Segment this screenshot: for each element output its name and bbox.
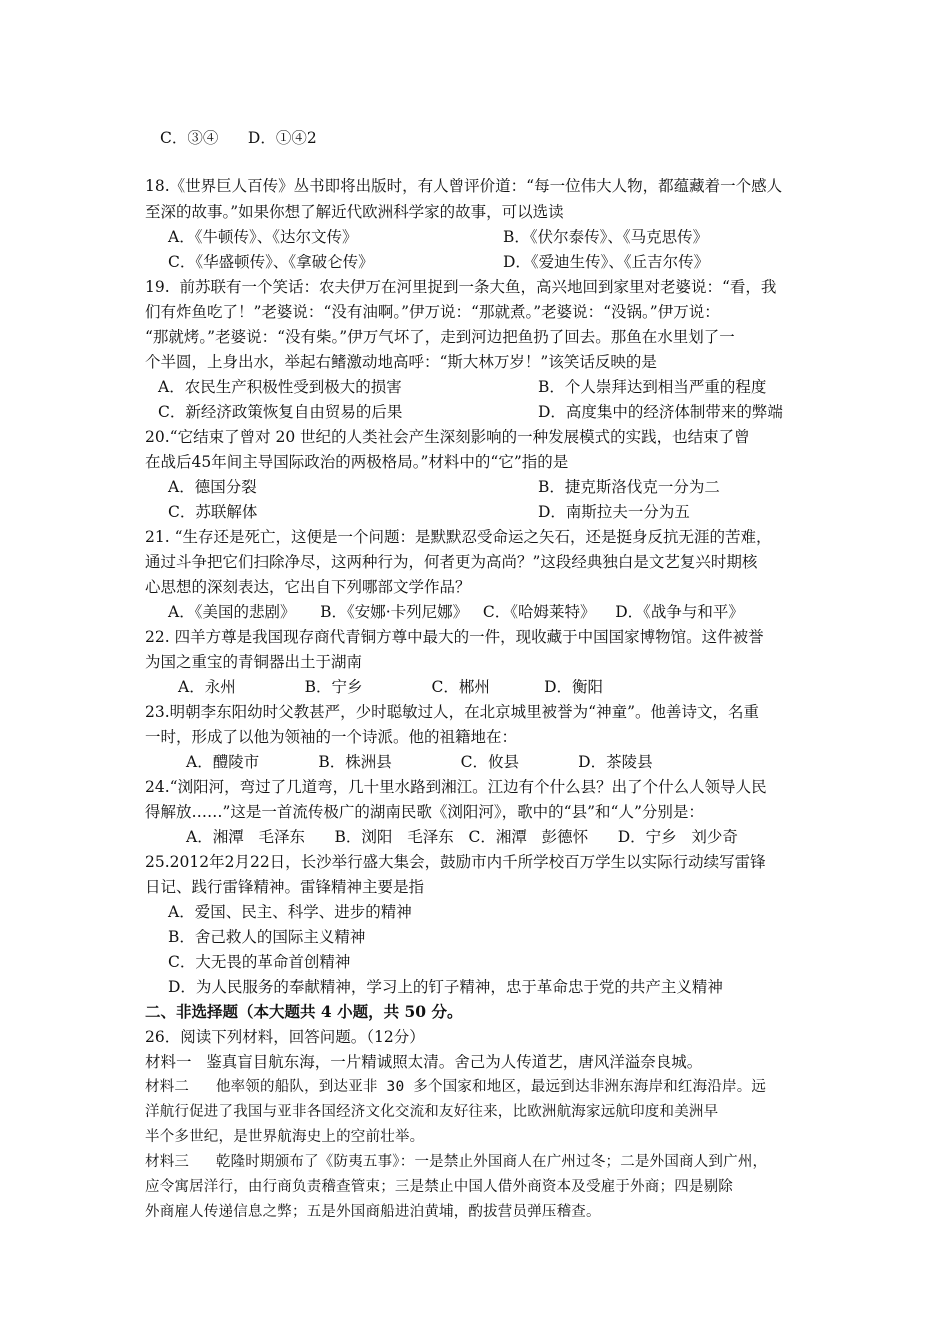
q22-options: A．永州 B．宁乡 C．郴州 D．衡阳	[178, 678, 604, 696]
q23-stem-line2: 一时，形成了以他为领袖的一个诗派。他的祖籍地在：	[145, 728, 518, 746]
material-1: 材料一 鉴真盲目航东海，一片精诚照太清。舍己为人传道艺，唐风洋溢奈良城。	[145, 1053, 703, 1071]
q25-option-b: B．舍己救人的国际主义精神	[168, 928, 366, 946]
q20-option-a: A．德国分裂	[168, 478, 257, 496]
material-2-line1: 材料二 他率领的船队，到达亚非 30 多个国家和地区，最远到达非洲东海岸和红海沿岸。远	[145, 1079, 767, 1095]
q18-option-c: C．《华盛顿传》、《拿破仑传》	[168, 253, 374, 271]
q24-options: A．湘潭 毛泽东 B．浏阳 毛泽东 C．湘潭 彭德怀 D．宁乡 刘少奇	[186, 828, 738, 846]
q22-stem-line1: 22. 四羊方尊是我国现存商代青铜方尊中最大的一件，现收藏于中国国家博物馆。这件被誉	[145, 628, 764, 646]
q19-stem-line3: “那就烤。”老婆说：“没有柴。”伊万气坏了，走到河边把鱼扔了回去。那鱼在水里划了一	[145, 328, 735, 346]
q18-stem-line1: 18.《世界巨人百传》丛书即将出版时，有人曾评价道：“每一位伟大人物，都蕴藏着一个感人	[145, 177, 783, 195]
q20-stem-line2: 在战后45年间主导国际政治的两极格局。”材料中的“它”指的是	[145, 453, 569, 471]
q25-option-a: A．爱国、民主、科学、进步的精神	[168, 903, 412, 921]
q21-options: A．《美国的悲剧》 B．《安娜·卡列尼娜》 C．《哈姆莱特》 D．《战争与和平》	[168, 603, 744, 621]
q25-option-d: D．为人民服务的奉献精神，学习上的钉子精神，忠于革命忠于党的共产主义精神	[168, 978, 723, 996]
q19-stem-line2: 们有炸鱼吃了！”老婆说：“没有油啊。”伊万说：“那就煮。”老婆说：“没锅。”伊万说：	[145, 303, 720, 321]
q20-option-c: C．苏联解体	[168, 503, 258, 521]
q19-option-d: D．高度集中的经济体制带来的弊端	[538, 403, 783, 421]
q19-option-a: A．农民生产积极性受到极大的损害	[158, 378, 402, 396]
q18-stem-line2: 至深的故事。”如果你想了解近代欧洲科学家的故事，可以选读	[145, 203, 564, 221]
q25-option-c: C．大无畏的革命首创精神	[168, 953, 351, 971]
material-3-line1: 材料三 乾隆时期颁布了《防夷五事》：一是禁止外国商人在广州过冬；二是外国商人到广州，	[145, 1154, 768, 1170]
q24-stem-line1: 24.“浏阳河，弯过了几道弯，几十里水路到湘江。江边有个什么县？出了个什么人领导人民	[145, 778, 767, 796]
q20-option-d: D．南斯拉夫一分为五	[538, 503, 690, 521]
q19-stem-line4: 个半圆，上身出水，举起右鳍激动地高呼：“斯大林万岁！”该笑话反映的是	[145, 353, 657, 371]
q20-stem-line1: 20.“它结束了曾对 20 世纪的人类社会产生深刻影响的一种发展模式的实践，也结束了曾	[145, 428, 750, 446]
q17-options-cd: C．③④ D．①④2	[160, 129, 317, 147]
material-3-line2: 应令寓居洋行，由行商负责稽查管束；三是禁止中国人借外商资本及受雇于外商；四是剔除	[145, 1179, 733, 1195]
q19-stem-line1: 19. 前苏联有一个笑话：农夫伊万在河里捉到一条大鱼，高兴地回到家里对老婆说：“看，我	[145, 278, 777, 296]
q25-stem-line1: 25.2012年2月22日，长沙举行盛大集会，鼓励市内千所学校百万学生以实际行动续写雷锋	[145, 853, 766, 871]
q19-option-c: C．新经济政策恢复自由贸易的后果	[158, 403, 403, 421]
q18-option-b: B．《伏尔泰传》、《马克思传》	[503, 228, 709, 246]
q21-stem-line3: 心思想的深刻表达，它出自下列哪部文学作品？	[145, 578, 471, 596]
q25-stem-line2: 日记、践行雷锋精神。雷锋精神主要是指	[145, 878, 425, 896]
material-2-line2: 洋航行促进了我国与亚非各国经济文化交流和友好往来，比欧洲航海家远航印度和美洲早	[145, 1104, 719, 1120]
material-3-line3: 外商雇人传递信息之弊；五是外国商船进泊黄埔，酌拔营员弹压稽查。	[145, 1204, 601, 1220]
q19-option-b: B．个人崇拜达到相当严重的程度	[538, 378, 767, 396]
q21-stem-line1: 21. “生存还是死亡，这便是一个问题：是默默忍受命运之矢石，还是挺身反抗无涯的苦难，	[145, 528, 772, 546]
q20-option-b: B．捷克斯洛伐克一分为二	[538, 478, 720, 496]
q26-stem: 26．阅读下列材料，回答问题。（12分）	[145, 1028, 425, 1046]
q18-option-d: D．《爱迪生传》、《丘吉尔传》	[503, 253, 710, 271]
q18-option-a: A．《牛顿传》、《达尔文传》	[168, 228, 358, 246]
material-2-line3: 半个多世纪，是世界航海史上的空前壮举。	[145, 1129, 425, 1145]
q21-stem-line2: 通过斗争把它们扫除净尽，这两种行为，何者更为高尚？”这段经典独白是文艺复兴时期核	[145, 553, 758, 571]
section-heading: 二、非选择题（本大题共 4 小题，共 50 分。	[145, 1002, 463, 1021]
q24-stem-line2: 得解放……”这是一首流传极广的湖南民歌《浏阳河》，歌中的“县”和“人”分别是：	[145, 803, 704, 821]
q22-stem-line2: 为国之重宝的青铜器出土于湖南	[145, 653, 363, 671]
q23-options: A．醴陵市 B．株洲县 C．攸县 D．茶陵县	[186, 753, 653, 771]
q23-stem-line1: 23.明朝李东阳幼时父教甚严，少时聪敏过人，在北京城里被誉为“神童”。他善诗文，名重	[145, 703, 760, 721]
